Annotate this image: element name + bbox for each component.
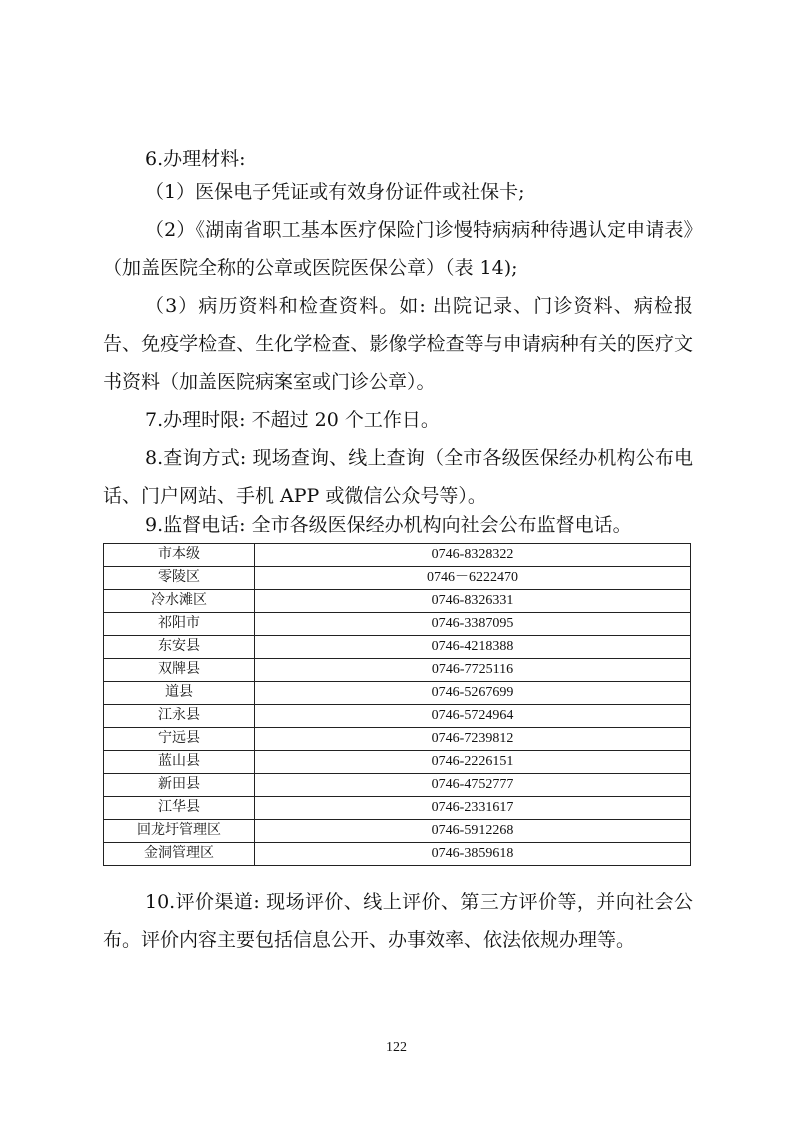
phone-number: 0746-7725116	[255, 659, 691, 682]
area-name: 宁远县	[104, 728, 255, 751]
phone-number: 0746-5267699	[255, 682, 691, 705]
query-methods: 8.查询方式: 现场查询、线上查询（全市各级医保经办机构公布电话、门户网站、手机 APP 或微信公众号等）。	[103, 447, 693, 507]
table-row	[104, 797, 691, 820]
materials-item-1: （1）医保电子凭证或有效身份证件或社保卡;	[145, 181, 525, 203]
phone-number: 0746-4752777	[255, 774, 691, 797]
table-row	[104, 567, 691, 590]
phone-number: 0746-5724964	[255, 705, 691, 728]
table-row	[104, 728, 691, 751]
area-name: 市本级	[104, 544, 255, 567]
materials-heading: 6.办理材料:	[145, 148, 246, 170]
materials-item-3: （3）病历资料和检查资料。如: 出院记录、门诊资料、病检报告、免疫学检查、生化学检查、影像学检查等与申请病种有关的医疗文书资料（加盖医院病案室或门诊公章）。	[103, 295, 693, 393]
phone-number: 0746-8328322	[255, 544, 691, 567]
area-name: 东安县	[104, 636, 255, 659]
phone-number: 0746-4218388	[255, 636, 691, 659]
area-name: 冷水滩区	[104, 590, 255, 613]
table-row	[104, 705, 691, 728]
table-row	[104, 843, 691, 866]
materials-item-2: （2）《湖南省职工基本医疗保险门诊慢特病病种待遇认定申请表》（加盖医院全称的公章或医院医保公章）（表 14);	[103, 219, 693, 279]
time-limit: 7.办理时限: 不超过 20 个工作日。	[145, 409, 440, 431]
area-name: 回龙圩管理区	[104, 820, 255, 843]
table-row	[104, 682, 691, 705]
supervision-phone: 9.监督电话: 全市各级医保经办机构向社会公布监督电话。	[145, 514, 632, 536]
phone-number: 0746-2226151	[255, 751, 691, 774]
area-name: 双牌县	[104, 659, 255, 682]
phone-number: 0746-2331617	[255, 797, 691, 820]
area-name: 蓝山县	[104, 751, 255, 774]
table-row	[104, 613, 691, 636]
phone-number: 0746-7239812	[255, 728, 691, 751]
phone-number: 0746－6222470	[255, 567, 691, 590]
phone-number: 0746-3387095	[255, 613, 691, 636]
supervision-phone-table	[103, 543, 691, 866]
area-name: 金洞管理区	[104, 843, 255, 866]
page-number: 122	[386, 1040, 407, 1055]
table-row	[104, 820, 691, 843]
phone-number: 0746-3859618	[255, 843, 691, 866]
phone-number: 0746-8326331	[255, 590, 691, 613]
table-row	[104, 659, 691, 682]
phone-number: 0746-5912268	[255, 820, 691, 843]
area-name: 新田县	[104, 774, 255, 797]
table-row	[104, 590, 691, 613]
table-row	[104, 544, 691, 567]
table-row	[104, 774, 691, 797]
area-name: 祁阳市	[104, 613, 255, 636]
area-name: 江永县	[104, 705, 255, 728]
table-row	[104, 636, 691, 659]
table-row	[104, 751, 691, 774]
area-name: 江华县	[104, 797, 255, 820]
area-name: 道县	[104, 682, 255, 705]
evaluation-channels: 10.评价渠道: 现场评价、线上评价、第三方评价等，并向社会公布。评价内容主要包括信息公开、办事效率、依法依规办理等。	[103, 891, 693, 951]
area-name: 零陵区	[104, 567, 255, 590]
